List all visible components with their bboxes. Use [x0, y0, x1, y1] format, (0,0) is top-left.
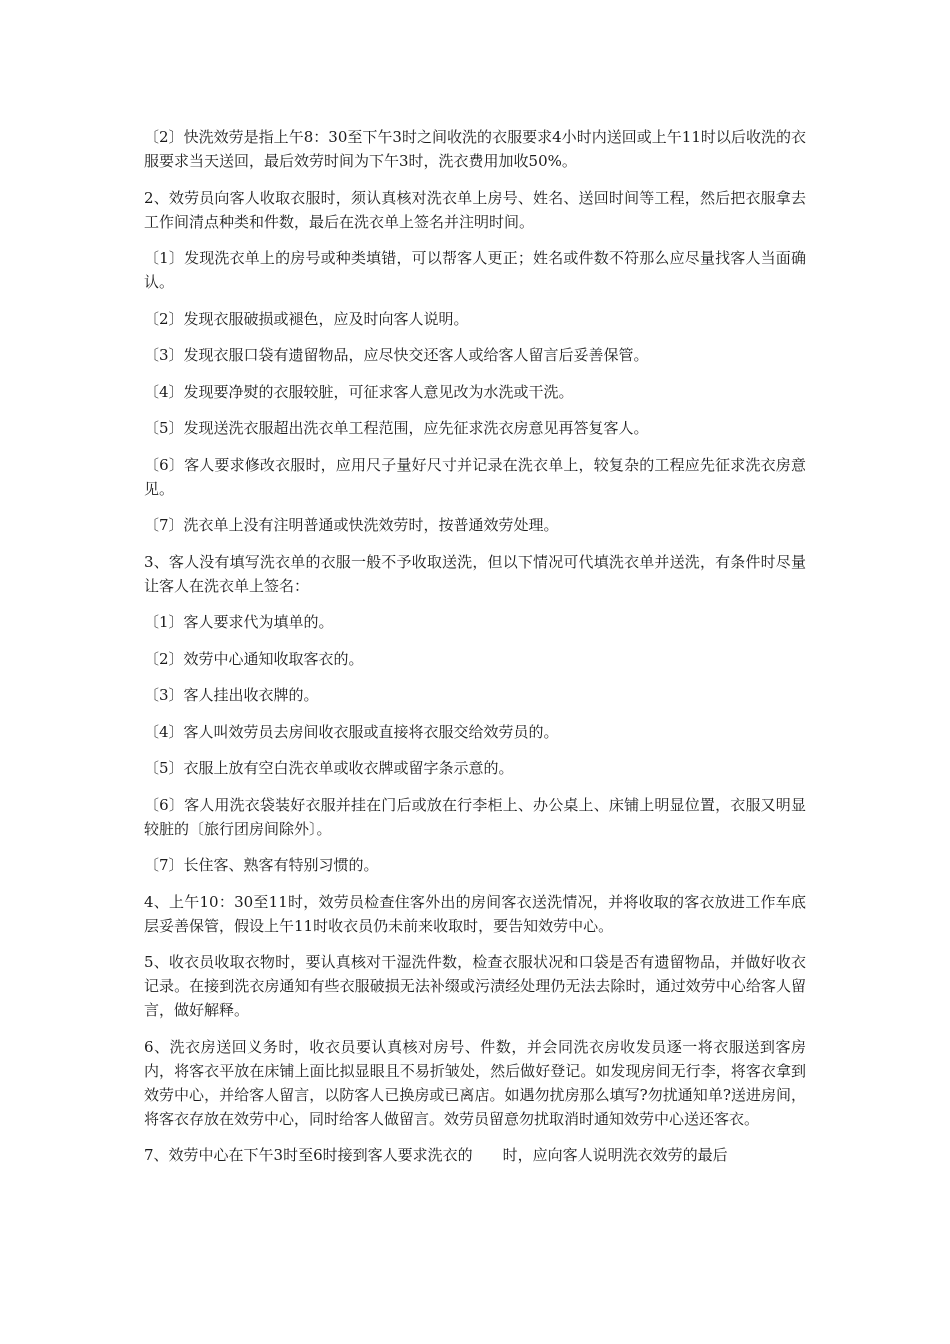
paragraph-item-6: 6、洗衣房送回义务时，收衣员要认真核对房号、件数，并会同洗衣房收发员逐一将衣服送到客房内，将客衣平放在床铺上面比拟显眼且不易折皱处，然后做好登记。如发现房间无行李，将客衣拿到效劳中心，并给客人留言，以防客人已换房或已离店。如遇勿扰房那么填写?勿扰通知单?送进房间，将客衣存放在效劳中心，同时给客人做留言。效劳员留意勿扰取消时通知效劳中心送还客衣。: [144, 1037, 806, 1128]
paragraph-item-5: 5、收衣员收取衣物时，要认真核对干湿洗件数，检查衣服状况和口袋是否有遗留物品，并做好收衣记录。在接到洗衣房通知有些衣服破损无法补缀或污渍经处理仍无法去除时，通过效劳中心给客人留言，做好解释。: [144, 953, 806, 1019]
paragraph-sub-2-service-center: 〔2〕效劳中心通知收取客衣的。: [144, 649, 364, 668]
paragraph-item-7: 7、效劳中心在下午3时至6时接到客人要求洗衣的 时，应向客人说明洗衣效劳的最后: [144, 1146, 728, 1164]
paragraph-sub-1-wrong-room: 〔1〕发现洗衣单上的房号或种类填错，可以帮客人更正；姓名或件数不符那么应尽量找客人当面确认。: [144, 249, 806, 291]
paragraph-item-3: 3、客人没有填写洗衣单的衣服一般不予收取送洗，但以下情况可代填洗衣单并送洗，有条件时尽量让客人在洗衣单上签名：: [144, 552, 806, 595]
paragraph-sub-6-alteration: 〔6〕客人要求修改衣服时，应用尺子量好尺寸并记录在洗衣单上，较复杂的工程应先征求洗衣房意见。: [144, 455, 806, 498]
paragraph-sub-3-pocket-items: 〔3〕发现衣服口袋有遗留物品，应尽快交还客人或给客人留言后妥善保管。: [144, 346, 649, 364]
paragraph-item-2: 2、效劳员向客人收取衣服时，须认真核对洗衣单上房号、姓名、送回时间等工程，然后把衣服拿去工作间清点种类和件数，最后在洗衣单上签名并注明时间。: [144, 188, 806, 231]
paragraph-sub-6-laundry-bag: 〔6〕客人用洗衣袋装好衣服并挂在门后或放在行李柜上、办公桌上、床铺上明显位置，衣服又明显较脏的〔旅行团房间除外〕。: [144, 795, 806, 838]
paragraph-sub-5-out-of-scope: 〔5〕发现送洗衣服超出洗衣单工程范围，应先征求洗衣房意见再答复客人。: [144, 419, 649, 437]
paragraph-sub-4-call-attendant: 〔4〕客人叫效劳员去房间收衣服或直接将衣服交给效劳员的。: [144, 722, 559, 741]
paragraph-sub-2-damage: 〔2〕发现衣服破损或褪色，应及时向客人说明。: [144, 309, 469, 328]
paragraph-item-4: 4、上午10：30至11时，效劳员检查住客外出的房间客衣送洗情况，并将收取的客衣放进工作车底层妥善保管，假设上午11时收衣员仍未前来收取时，要告知效劳中心。: [144, 892, 806, 935]
paragraph-sub-3-laundry-sign: 〔3〕客人挂出收衣牌的。: [144, 686, 319, 704]
paragraph-sub-7-regular-guests: 〔7〕长住客、熟客有特别习惯的。: [144, 856, 379, 874]
paragraph-sub-4-press: 〔4〕发现要净熨的衣服较脏，可征求客人意见改为水洗或干洗。: [144, 382, 574, 401]
paragraph-express-service: 〔2〕快洗效劳是指上午8：30至下午3时之间收洗的衣服要求4小时内送回或上午11时以后收洗的衣服要求当天送回，最后效劳时间为下午3时，洗衣费用加收50%。: [144, 128, 806, 170]
paragraph-sub-5-blank-form: 〔5〕衣服上放有空白洗衣单或收衣牌或留字条示意的。: [144, 759, 514, 777]
paragraph-sub-1-request: 〔1〕客人要求代为填单的。: [144, 613, 334, 631]
document-body: [144, 125, 806, 1180]
paragraph-sub-7-default-service: 〔7〕洗衣单上没有注明普通或快洗效劳时，按普通效劳处理。: [144, 516, 559, 534]
